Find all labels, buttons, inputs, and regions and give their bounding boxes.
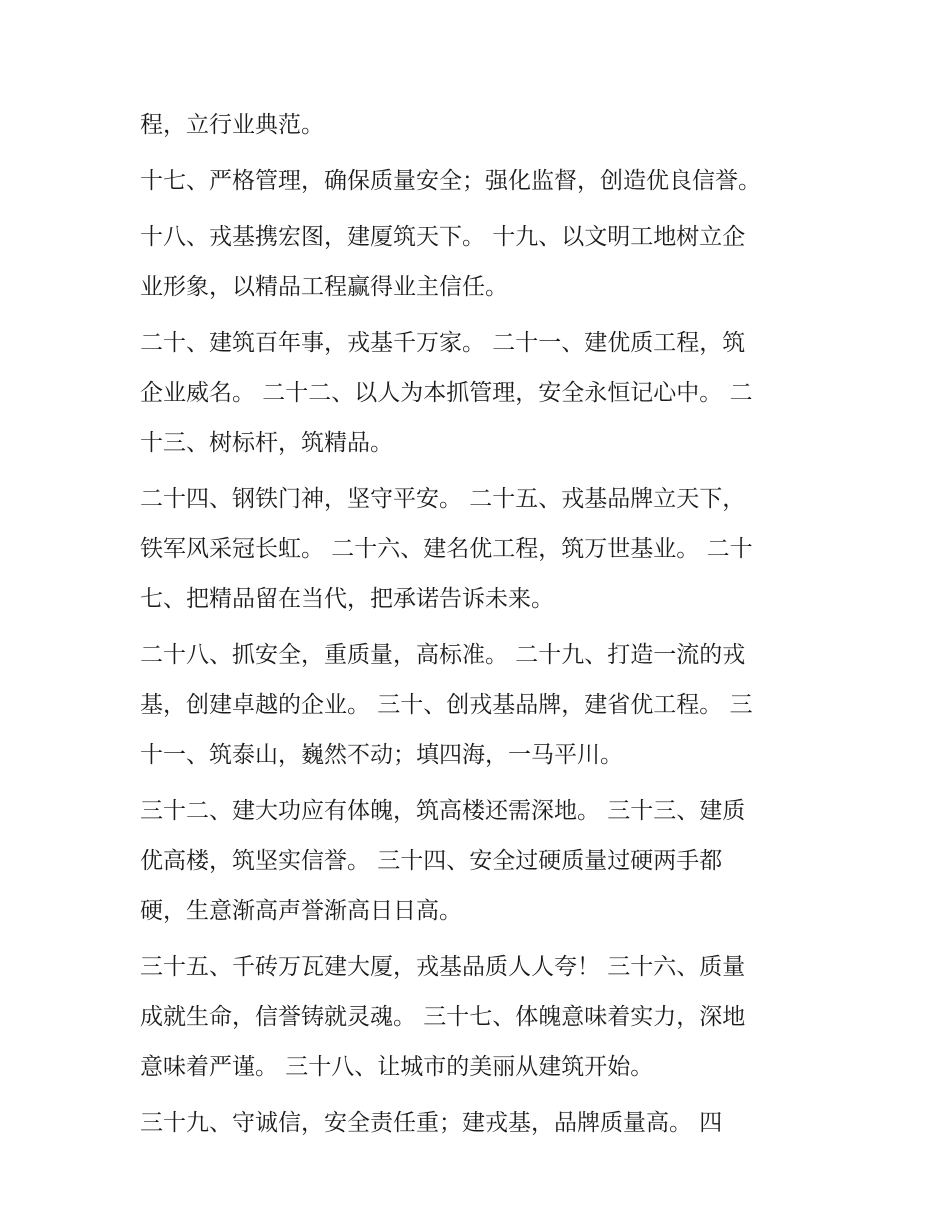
paragraph xyxy=(140,100,820,150)
text-line: 二十八、抓安全，重质量，高标准。 二十九、打造一流的戎 xyxy=(140,642,746,668)
text-line: 十三、树标杆，筑精品。 xyxy=(140,430,393,456)
text-line: 十八、戎基携宏图，建厦筑天下。 十九、以文明工地树立企 xyxy=(140,224,746,250)
text-line: 三十五、千砖万瓦建大厦，戎基品质人人夸！ 三十六、质量 xyxy=(140,954,746,980)
text-line: 硬，生意渐高声誉渐高日日高。 xyxy=(140,898,462,924)
text-line: 七、把精品留在当代，把承诺告诉未来。 xyxy=(140,586,554,612)
paragraph xyxy=(140,318,820,468)
text-line: 三十九、守诚信，安全责任重；建戎基，品牌质量高。 四 xyxy=(140,1110,723,1136)
paragraph xyxy=(140,156,820,206)
text-line: 三十二、建大功应有体魄，筑高楼还需深地。 三十三、建质 xyxy=(140,798,746,824)
paragraph xyxy=(140,212,820,312)
text-line: 十一、筑泰山，巍然不动；填四海，一马平川。 xyxy=(140,742,623,768)
paragraph xyxy=(140,1098,820,1148)
text-line: 意味着严谨。 三十八、让城市的美丽从建筑开始。 xyxy=(140,1054,654,1080)
document-body xyxy=(140,100,820,1154)
text-line: 企业威名。 二十二、以人为本抓管理，安全永恒记心中。 二 xyxy=(140,380,753,406)
text-line: 程，立行业典范。 xyxy=(140,112,324,138)
paragraph xyxy=(140,630,820,780)
text-line: 业形象，以精品工程赢得业主信任。 xyxy=(140,274,508,300)
paragraph xyxy=(140,474,820,624)
text-line: 成就生命，信誉铸就灵魂。 三十七、体魄意味着实力，深地 xyxy=(140,1004,746,1030)
text-line: 铁军风采冠长虹。 二十六、建名优工程，筑万世基业。 二十 xyxy=(140,536,753,562)
text-line: 优高楼，筑坚实信誉。 三十四、安全过硬质量过硬两手都 xyxy=(140,848,723,874)
text-line: 基，创建卓越的企业。 三十、创戎基品牌，建省优工程。 三 xyxy=(140,692,753,718)
text-line: 二十、建筑百年事，戎基千万家。 二十一、建优质工程，筑 xyxy=(140,330,746,356)
text-line: 二十四、钢铁门神，坚守平安。 二十五、戎基品牌立天下， xyxy=(140,486,746,512)
paragraph xyxy=(140,942,820,1092)
text-line: 十七、严格管理，确保质量安全；强化监督，创造优良信誉。 xyxy=(140,168,761,194)
paragraph xyxy=(140,786,820,936)
